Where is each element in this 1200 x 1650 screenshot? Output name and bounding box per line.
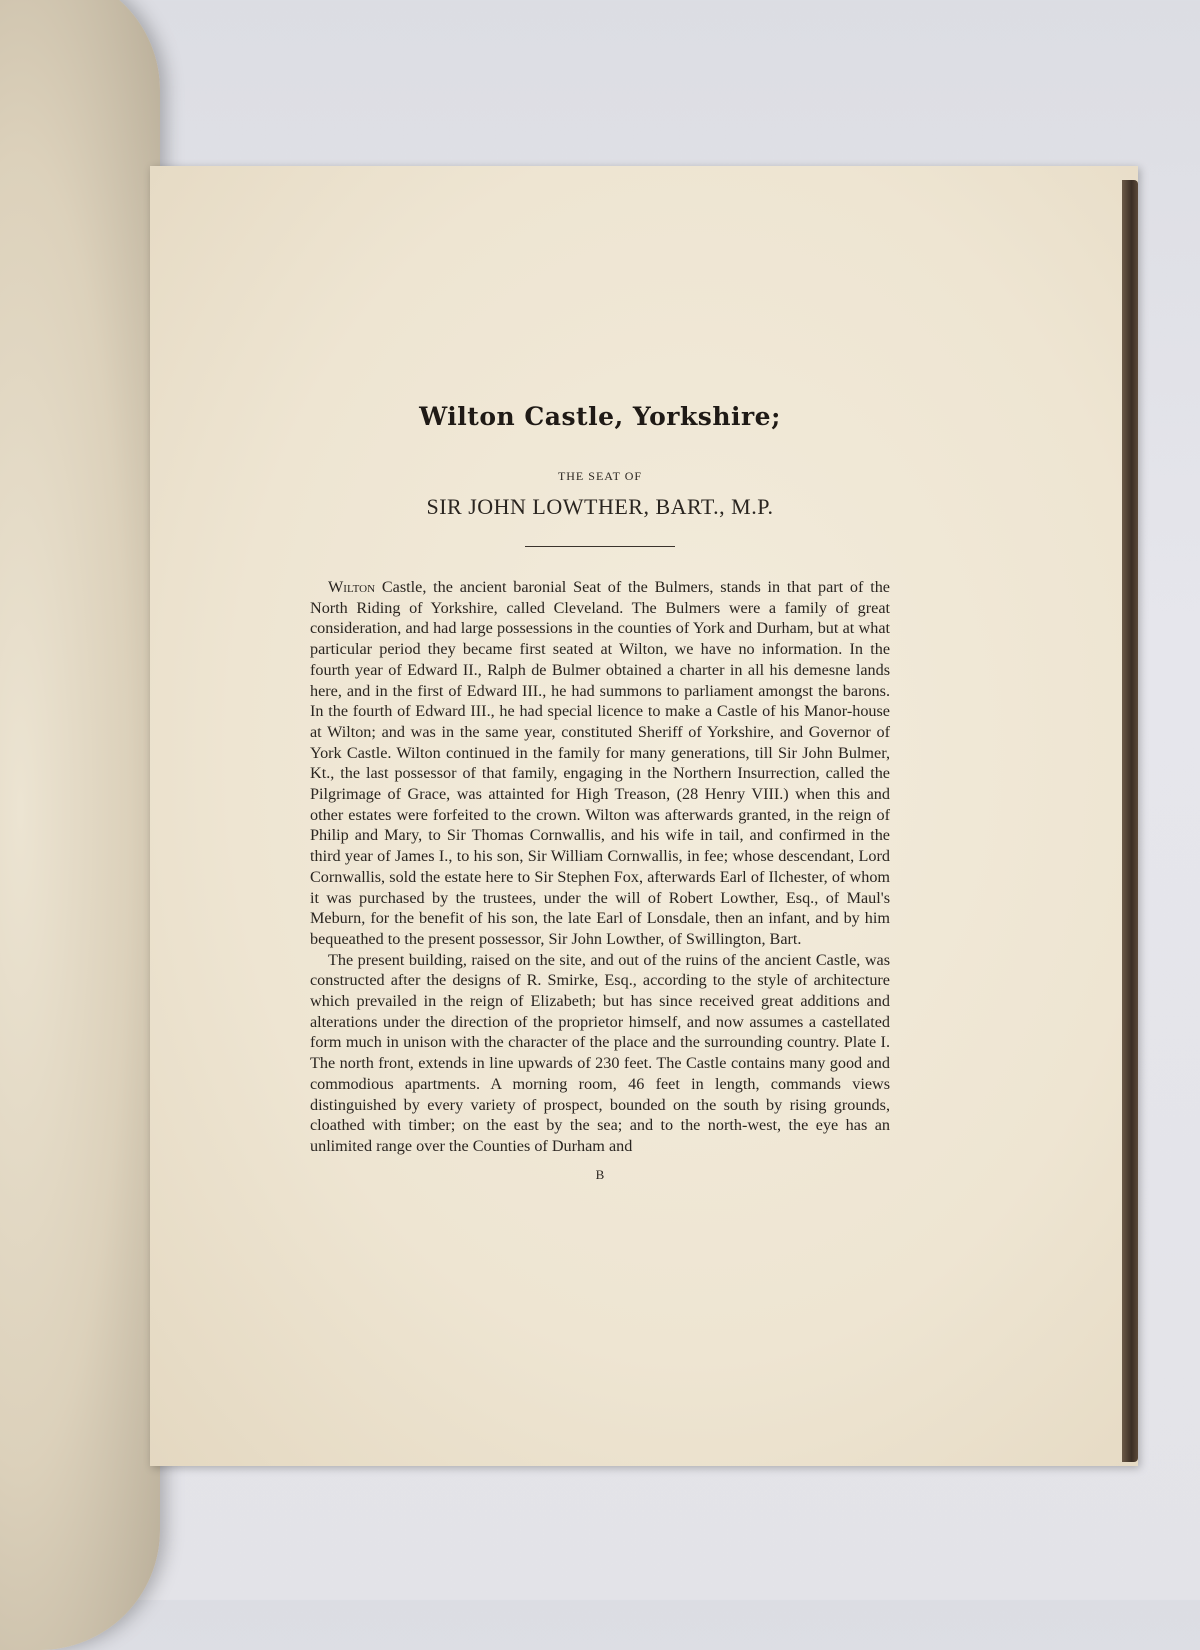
title-rule — [525, 546, 675, 547]
paragraph-lead: Wilton — [328, 578, 376, 596]
signature-mark: B — [595, 1166, 605, 1182]
paragraph-1-text: Castle, the ancient baronial Seat of the Bulmers, stands in that part of the North Riding of Yorkshire, called Cleveland. The Bulmers were a family of great consideration, and had large possessions in the counties of York and Durham, but at what particular period they became first seated at Wilton, we have no information. In the fourth year of Edward II., Ralph de Bulmer obtained a charter in all his demesne lands here, and in the first of Edward III., he had summons to parliament amongst the barons. In the fourth of Edward III., he had special licence to make a Castle of his Manor-house at Wilton; and was in the same year, constituted Sheriff of Yorkshire, and Governor of York Castle. Wilton continued in the family for many generations, till Sir John Bulmer, Kt., the last possessor of that family, engaging in the Northern Insurrection, called the Pilgrimage of Grace, was attainted for High Treason, (28 Henry VIII.) when this and other estates were forfeited to the crown. Wilton was afterwards granted, in the reign of Philip and Mary, to Sir Thomas Cornwallis, and his wife in tail, and confirmed in the third year of James I., to his son, Sir William Cornwallis, in fee; whose descendant, Lord Cornwallis, sold the estate here to Sir Stephen Fox, afterwards Earl of Ilchester, of whom it was purchased by the trustees, under the will of Robert Lowther, Esq., of Maul's Meburn, for the benefit of his son, the late Earl of Lonsdale, then an infant, and by him bequeathed to the present possessor, Sir John Lowther, of Swillington, Bart. — [310, 578, 890, 948]
body-paragraph-2: The present building, raised on the site, and out of the ruins of the ancient Castle, was constructed after the designs of R. Smirke, Esq., according to the style of architecture which prevailed in the reign of Elizabeth; but has since received great additions and alterations under the direction of the proprietor himself, and now assumes a castellated form much in unison with the character of the place and the surrounding country. Plate I. The north front, extends in line upwards of 230 feet. The Castle contains many good and commodious apartments. A morning room, 46 feet in length, commands views distinguished by every variety of prospect, bounded on the south by rising grounds, cloathed with timber; on the east by the sea; and to the north-west, the eye has an unlimited range over the Counties of Durham and — [310, 950, 890, 1155]
facing-page — [0, 0, 160, 1650]
book-binding — [1122, 180, 1138, 1462]
subtitle-seat-name: SIR JOHN LOWTHER, BART., M.P. — [426, 494, 774, 519]
subtitle-seat-of: THE SEAT OF — [557, 469, 643, 483]
page-title: Wilton Castle, Yorkshire; — [419, 402, 781, 431]
page-content — [310, 402, 890, 1183]
body-paragraph-1 — [310, 577, 890, 950]
